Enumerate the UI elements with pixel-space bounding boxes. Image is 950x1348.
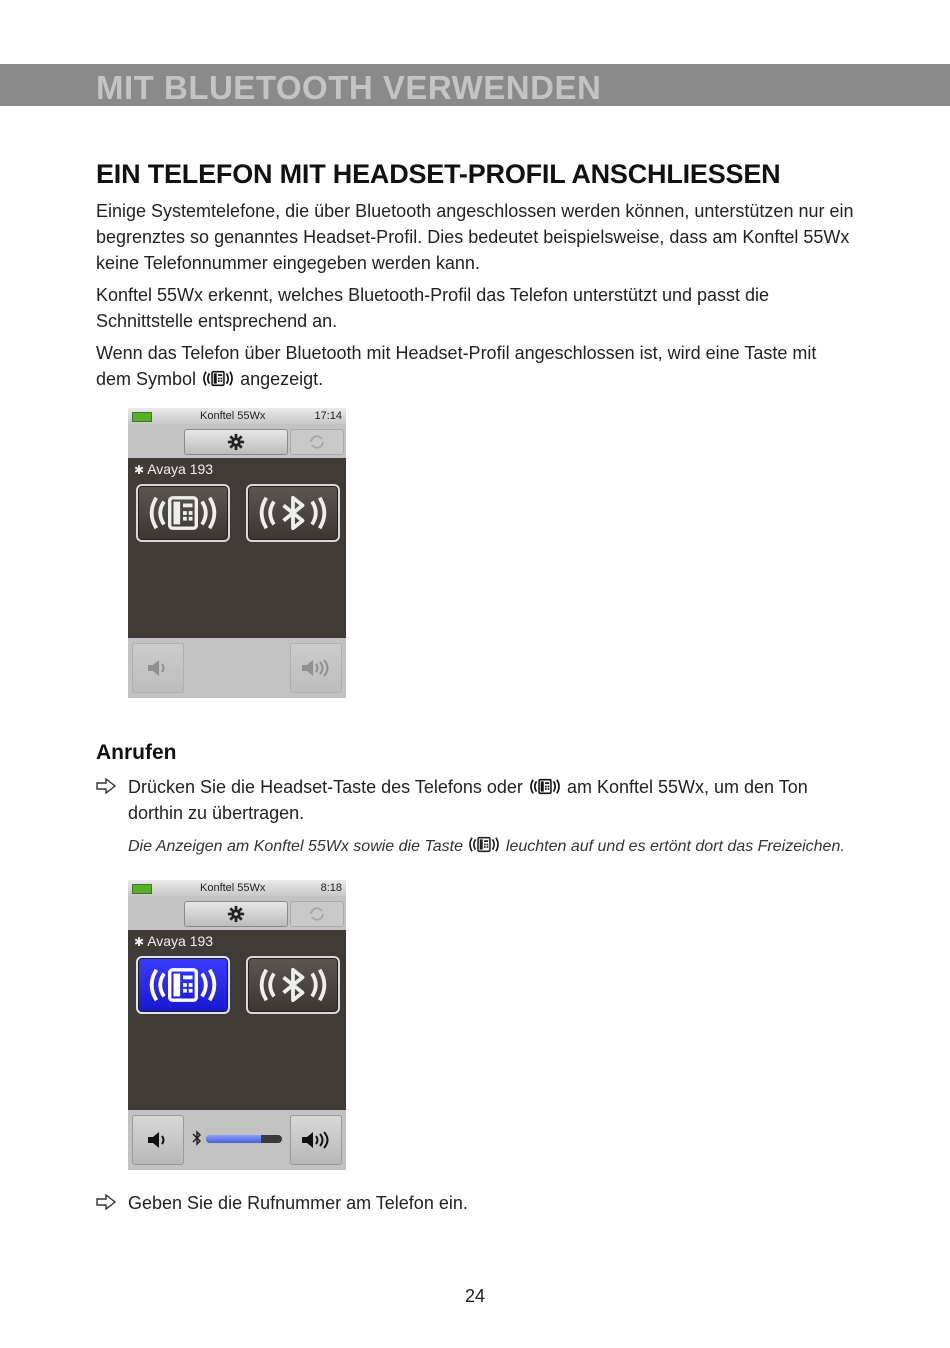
headset-button[interactable] xyxy=(136,956,230,1014)
bluetooth-button[interactable] xyxy=(246,956,340,1014)
device-title: Konftel 55Wx xyxy=(200,410,266,422)
volume-up-icon xyxy=(299,1129,333,1151)
volume-up-button[interactable] xyxy=(290,643,342,693)
section-header-bar xyxy=(0,64,950,106)
page-content xyxy=(96,150,856,1216)
bluetooth-small-icon: ✱ xyxy=(134,935,145,949)
volume-slider[interactable] xyxy=(206,1135,282,1143)
page-title: EIN TELEFON MIT HEADSET-PROFIL ANSCHLIESSEN xyxy=(96,159,781,189)
volume-bar-area xyxy=(128,638,346,698)
headset-phone-icon xyxy=(201,369,235,388)
volume-level-fill xyxy=(206,1135,261,1143)
sync-icon xyxy=(307,906,327,922)
device-screen-2 xyxy=(128,880,346,1170)
arrow-right-icon xyxy=(96,778,116,794)
headset-phone-icon xyxy=(145,492,221,534)
volume-down-button[interactable] xyxy=(132,643,184,693)
paragraph-3-text-after: angezeigt. xyxy=(240,369,324,389)
settings-button[interactable] xyxy=(184,901,288,927)
clock: 8:18 xyxy=(320,882,342,894)
gear-icon xyxy=(227,433,245,451)
step-1-text-before: Drücken Sie die Headset-Taste des Telefons oder xyxy=(128,777,523,797)
battery-icon xyxy=(132,884,152,894)
device-name: Avaya 193 xyxy=(147,933,214,949)
volume-down-icon xyxy=(145,657,171,679)
note-text-after: leuchten auf und es ertönt dort das Freizeichen. xyxy=(505,838,845,855)
page-number: 24 xyxy=(464,1286,486,1306)
arrow-right-icon xyxy=(96,1194,116,1210)
instruction-step-1 xyxy=(96,774,856,826)
volume-bar-area xyxy=(128,1110,346,1170)
settings-button[interactable] xyxy=(184,429,288,455)
paragraph-1: Einige Systemtelefone, die über Bluetooth angeschlossen werden können, unterstützen nur ein begrenztes so genanntes Headset-Profil. Dies bedeutet beispielsweise, dass am Konftel 55Wx keine Telefonnummer eingegeben werden kann. xyxy=(96,201,854,273)
sync-icon xyxy=(307,434,327,450)
device-title: Konftel 55Wx xyxy=(200,882,266,894)
toolbar xyxy=(128,424,346,458)
paragraph-3 xyxy=(96,340,856,392)
subheading: Anrufen xyxy=(96,741,177,764)
bluetooth-icon xyxy=(255,492,331,534)
headset-button[interactable] xyxy=(136,484,230,542)
volume-up-icon xyxy=(299,657,333,679)
headset-phone-icon xyxy=(467,835,501,854)
bluetooth-small-icon: ✱ xyxy=(134,463,145,477)
section-header-title: MIT BLUETOOTH VERWENDEN xyxy=(96,69,602,106)
bluetooth-icon xyxy=(255,964,331,1006)
clock: 17:14 xyxy=(314,410,342,422)
headset-phone-icon xyxy=(145,964,221,1006)
result-note xyxy=(96,834,856,860)
paragraph-2: Konftel 55Wx erkennt, welches Bluetooth-Profil das Telefon unterstützt und passt die Schnittstelle entsprechend an. xyxy=(96,285,770,331)
device-name: Avaya 193 xyxy=(147,461,214,477)
connected-device xyxy=(134,932,213,951)
paragraph-3-text-before: Wenn das Telefon über Bluetooth mit Headset-Profil angeschlossen ist, wird eine Taste mit dem Symbol xyxy=(96,343,817,389)
volume-down-icon xyxy=(145,1129,171,1151)
bluetooth-icon xyxy=(192,1130,202,1146)
battery-icon xyxy=(132,412,152,422)
note-text-before: Die Anzeigen am Konftel 55Wx sowie die Taste xyxy=(128,838,463,855)
bluetooth-button[interactable] xyxy=(246,484,340,542)
sync-button[interactable] xyxy=(290,901,344,927)
volume-down-button[interactable] xyxy=(132,1115,184,1165)
status-bar xyxy=(128,408,346,424)
volume-up-button[interactable] xyxy=(290,1115,342,1165)
toolbar xyxy=(128,896,346,930)
status-bar xyxy=(128,880,346,896)
instruction-step-2 xyxy=(96,1190,856,1216)
headset-phone-icon xyxy=(528,777,562,796)
step-1-text-after: am Konftel 55Wx, um den Ton dorthin zu übertragen. xyxy=(128,777,808,823)
connected-device xyxy=(134,460,213,479)
device-screen-1 xyxy=(128,408,346,698)
gear-icon xyxy=(227,905,245,923)
step-2-text: Geben Sie die Rufnummer am Telefon ein. xyxy=(128,1193,468,1213)
sync-button[interactable] xyxy=(290,429,344,455)
